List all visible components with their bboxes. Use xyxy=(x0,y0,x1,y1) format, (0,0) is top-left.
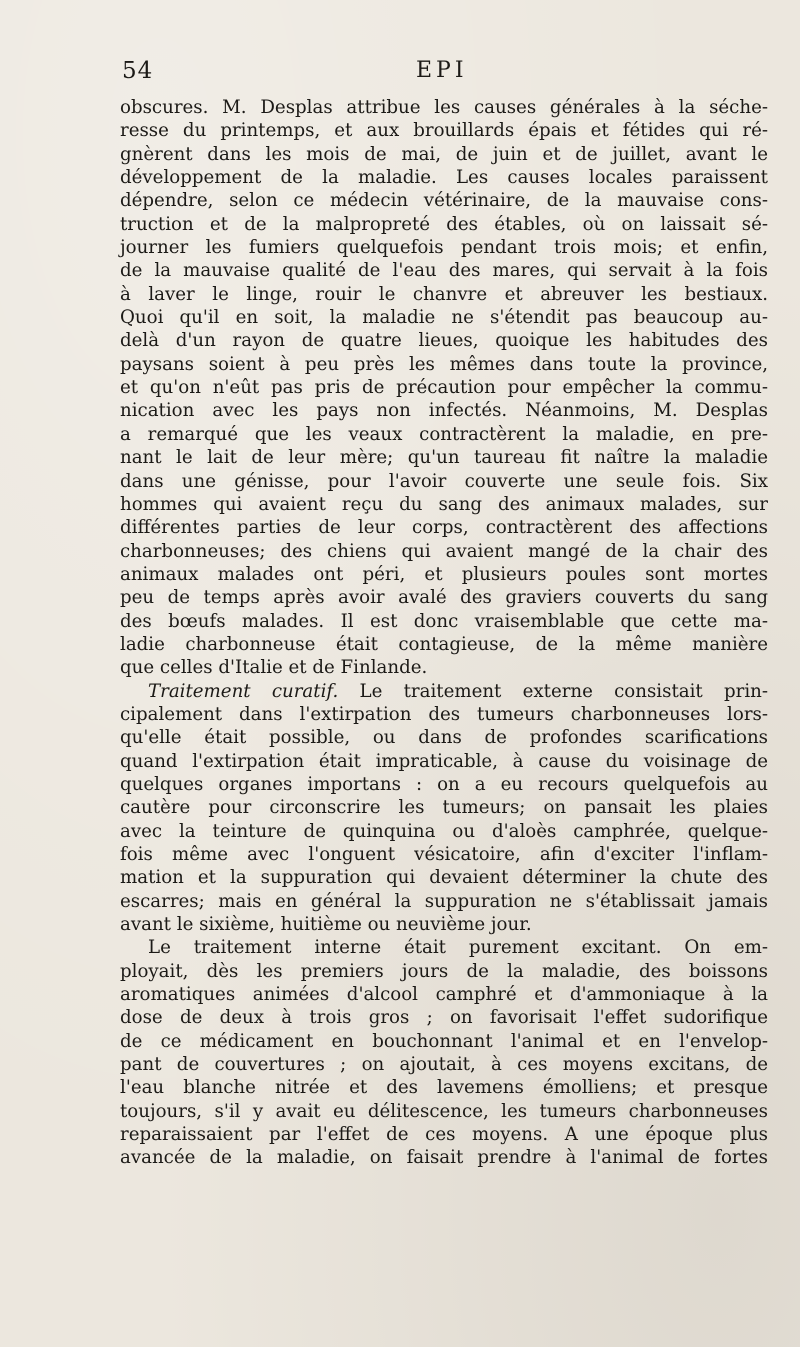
text-line: delà d'un rayon de quatre lieues, quoique les habitudes des xyxy=(120,330,768,352)
text-line: ployait, dès les premiers jours de la maladie, des boissons xyxy=(120,960,768,982)
text-line: dose de deux à trois gros ; on favorisait l'effet sudorifique xyxy=(120,1007,768,1029)
text-line: nication avec les pays non infectés. Néanmoins, M. Desplas xyxy=(120,400,768,422)
text-line: dépendre, selon ce médecin vétérinaire, de la mauvaise cons- xyxy=(120,190,768,212)
text-line: resse du printemps, et aux brouillards épais et fétides qui ré- xyxy=(120,120,768,142)
text-line: hommes qui avaient reçu du sang des animaux malades, sur xyxy=(120,493,768,515)
text-line: développement de la maladie. Les causes locales paraissent xyxy=(120,167,768,189)
text-line: quelques organes importans : on a eu recours quelquefois au xyxy=(120,773,768,795)
text-line: mation et la suppuration qui devaient déterminer la chute des xyxy=(120,867,768,889)
text-line: escarres; mais en général la suppuration ne s'établissait jamais xyxy=(120,890,768,912)
text-line: des bœufs malades. Il est donc vraisemblable que cette ma- xyxy=(120,610,768,632)
body-text xyxy=(120,96,768,1170)
text-line xyxy=(120,680,768,703)
text-line: peu de temps après avoir avalé des graviers couverts du sang xyxy=(120,587,768,609)
text-line: et qu'on n'eût pas pris de précaution pour empêcher la commu- xyxy=(120,377,768,399)
text-line: de la mauvaise qualité de l'eau des mares, qui servait à la fois xyxy=(120,260,768,282)
text-line: qu'elle était possible, ou dans de profondes scarifications xyxy=(120,727,768,749)
text-line: reparaissaient par l'effet de ces moyens. A une époque plus xyxy=(120,1124,768,1146)
text-line: obscures. M. Desplas attribue les causes générales à la séche- xyxy=(120,97,768,118)
text-line: avant le sixième, huitième ou neuvième jour. xyxy=(120,914,532,936)
text-line: cipalement dans l'extirpation des tumeurs charbonneuses lors- xyxy=(120,703,768,725)
text-line: quand l'extirpation était impraticable, à cause du voisinage de xyxy=(120,750,768,772)
text-line: dans une génisse, pour l'avoir couverte une seule fois. Six xyxy=(120,470,768,492)
paragraph xyxy=(120,96,768,680)
text-line: aromatiques animées d'alcool camphré et d'ammoniaque à la xyxy=(120,984,768,1006)
text-line: a remarqué que les veaux contractèrent la maladie, en pre- xyxy=(120,423,768,445)
running-head: EPI xyxy=(416,58,468,83)
text-line: ladie charbonneuse était contagieuse, de la même manière xyxy=(120,633,768,655)
text-line: journer les fumiers quelquefois pendant trois mois; et enfin, xyxy=(120,237,768,259)
text-line: nant le lait de leur mère; qu'un taureau fit naître la maladie xyxy=(120,447,768,469)
text-line: animaux malades ont péri, et plusieurs poules sont mortes xyxy=(120,563,768,585)
text-line: gnèrent dans les mois de mai, de juin et de juillet, avant le xyxy=(120,143,768,165)
text-line: différentes parties de leur corps, contractèrent des affections xyxy=(120,517,768,539)
text-line: avec la teinture de quinquina ou d'aloès camphrée, quelque- xyxy=(120,820,768,842)
text-line: charbonneuses; des chiens qui avaient mangé de la chair des xyxy=(120,540,768,562)
text-line: que celles d'Italie et de Finlande. xyxy=(120,657,428,679)
text-run: Le traitement externe consistait prin- xyxy=(338,680,768,702)
text-line: l'eau blanche nitrée et des lavemens émolliens; et presque xyxy=(120,1077,768,1099)
text-line: paysans soient à peu près les mêmes dans toute la province, xyxy=(120,353,768,375)
text-line: cautère pour circonscrire les tumeurs; on pansait les plaies xyxy=(120,797,768,819)
page-header xyxy=(120,58,768,92)
text-line: Le traitement interne était purement excitant. On em- xyxy=(148,937,768,959)
text-line: fois même avec l'onguent vésicatoire, afin d'exciter l'inflam- xyxy=(120,844,768,865)
text-line: pant de couvertures ; on ajoutait, à ces moyens excitans, de xyxy=(120,1054,768,1076)
page-number: 54 xyxy=(122,58,154,84)
text-line: avancée de la maladie, on faisait prendre à l'animal de fortes xyxy=(120,1147,768,1169)
text-line: à laver le linge, rouir le chanvre et abreuver les bestiaux. xyxy=(120,283,768,305)
text-line: de ce médicament en bouchonnant l'animal et en l'envelop- xyxy=(120,1030,768,1052)
paragraph xyxy=(120,936,768,1169)
paragraph xyxy=(120,680,768,937)
section-lead: Traitement curatif. xyxy=(148,680,339,702)
text-line: truction et de la malpropreté des étables, où on laissait sé- xyxy=(120,213,768,235)
text-line: toujours, s'il y avait eu délitescence, les tumeurs charbonneuses xyxy=(120,1100,768,1122)
text-line: Quoi qu'il en soit, la maladie ne s'étendit pas beaucoup au- xyxy=(120,307,768,329)
